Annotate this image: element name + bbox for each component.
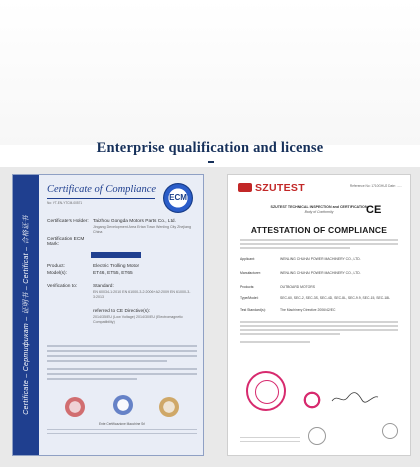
manufacturer-label: Manufacturer: xyxy=(240,271,261,275)
stamp-icon xyxy=(113,395,133,415)
footer-text-line xyxy=(47,433,197,434)
body-text-line xyxy=(240,321,398,323)
issuer-name: SZUTEST TECHNICAL INSPECTION and CERTIFICATION xyxy=(270,205,368,209)
certificate-number: No: YT-EN-YTCM-00571 xyxy=(47,201,83,205)
intro-text-line xyxy=(240,247,350,249)
product-value: Electric Trolling Motor xyxy=(93,264,140,269)
certificate-title: Certificate of Compliance xyxy=(47,184,157,195)
body-text-line xyxy=(47,345,197,347)
szutest-logo-icon xyxy=(238,183,252,192)
seal-text: ECM xyxy=(169,193,187,202)
body-text-line xyxy=(47,373,197,375)
applicant-value: WENLING CHUHAI POWER MACHINERY CO., LTD. xyxy=(280,257,361,261)
applicant-label: Applicant: xyxy=(240,257,255,261)
footer-text-line xyxy=(240,441,300,442)
standard-label: Test Standard(s): xyxy=(240,308,266,312)
ecm-mark-label: Certification ECM Mark: xyxy=(47,237,85,247)
attestation-title: ATTESTATION OF COMPLIANCE xyxy=(250,225,388,235)
type-model-label: Type/Model: xyxy=(240,296,259,300)
standard-list: EN 60034-1:2010 EN 61000-3-2:2006+A2:2009 EN 61000-3-3:2013 xyxy=(93,289,191,300)
round-stamp-icon xyxy=(382,423,398,439)
szutest-certificate-image xyxy=(227,174,411,456)
verification-label: Verification to: xyxy=(47,284,78,289)
ecm-mark-box xyxy=(91,252,141,258)
directive-value xyxy=(93,309,197,326)
product-label: Product: xyxy=(47,264,65,269)
manufacturer-value: WENLING CHUHAI POWER MACHINERY CO., LTD. xyxy=(280,271,361,275)
body-text-line xyxy=(47,355,197,357)
verification-value xyxy=(93,284,197,301)
holder-label: Certificate's Holder: xyxy=(47,219,89,224)
body-text-line xyxy=(47,350,197,352)
certificate-footer: Ente Certificazione Macchine Srl xyxy=(98,422,146,426)
signature-icon xyxy=(330,391,380,405)
body-text-line xyxy=(240,329,398,331)
directive-list: 2014/35/EU (Low Voltage) 2014/30/EU (Electromagnetic Compatibility) xyxy=(93,314,183,325)
certificate-side-strip xyxy=(13,175,39,455)
model-label: Model(s): xyxy=(47,271,67,276)
body-text-line xyxy=(240,333,340,335)
standard-heading: Standard: xyxy=(93,284,114,289)
standard-value: The Machinery Directive 2006/42/EC xyxy=(280,308,336,312)
directive-heading: referred to CE Directive(s): xyxy=(93,309,151,314)
body-text-line xyxy=(47,368,197,370)
stamp-icon xyxy=(159,397,179,417)
footer-text-line xyxy=(240,437,300,438)
products-label: Products: xyxy=(240,285,255,289)
section-heading: Enterprise qualification and license xyxy=(96,140,324,156)
heading-underline xyxy=(208,161,214,163)
ecm-seal-icon xyxy=(163,183,193,213)
body-text-line xyxy=(240,325,398,327)
szutest-brand: SZUTEST xyxy=(255,182,305,194)
holder-name: Taizhou Gongda Motors Parts Co., Ltd. xyxy=(93,219,176,224)
side-strip-text: Certificate – Сертификат – 证明书 – Certificat – 合格证书 xyxy=(23,215,30,415)
type-model-value: SEC-60, SEC-2, SEC-3S, SEC-4D, SEC-8L, SEC-9.9, SEC-15, SEC-18L xyxy=(280,296,391,300)
footer-text-line xyxy=(47,429,197,430)
ce-mark-icon: CE xyxy=(366,204,382,216)
body-text-line xyxy=(47,378,137,380)
seal-stamp-icon xyxy=(300,388,324,412)
model-value: ET46, ET55, ET65 xyxy=(93,271,133,276)
holder-address: Jingang Development Area Ertan Town Wenling City Zhejiang China xyxy=(93,224,191,235)
intro-text-line xyxy=(240,243,398,245)
date-text-line xyxy=(240,341,310,343)
holder-value xyxy=(93,219,197,236)
stamp-icon xyxy=(65,397,85,417)
issuer-subtitle: Body of Conformity xyxy=(304,210,334,214)
round-stamp-icon xyxy=(308,427,326,445)
body-text-line xyxy=(47,360,167,362)
ecm-certificate-image xyxy=(12,174,204,456)
page-background xyxy=(0,0,420,145)
reference-number: Reference No: 1710GHU2 Date: ...... xyxy=(349,184,402,188)
title-rule xyxy=(47,198,155,199)
intro-text-line xyxy=(240,239,398,241)
round-stamp-icon xyxy=(246,371,286,411)
products-value: OUTBOARD MOTORS xyxy=(280,285,315,289)
